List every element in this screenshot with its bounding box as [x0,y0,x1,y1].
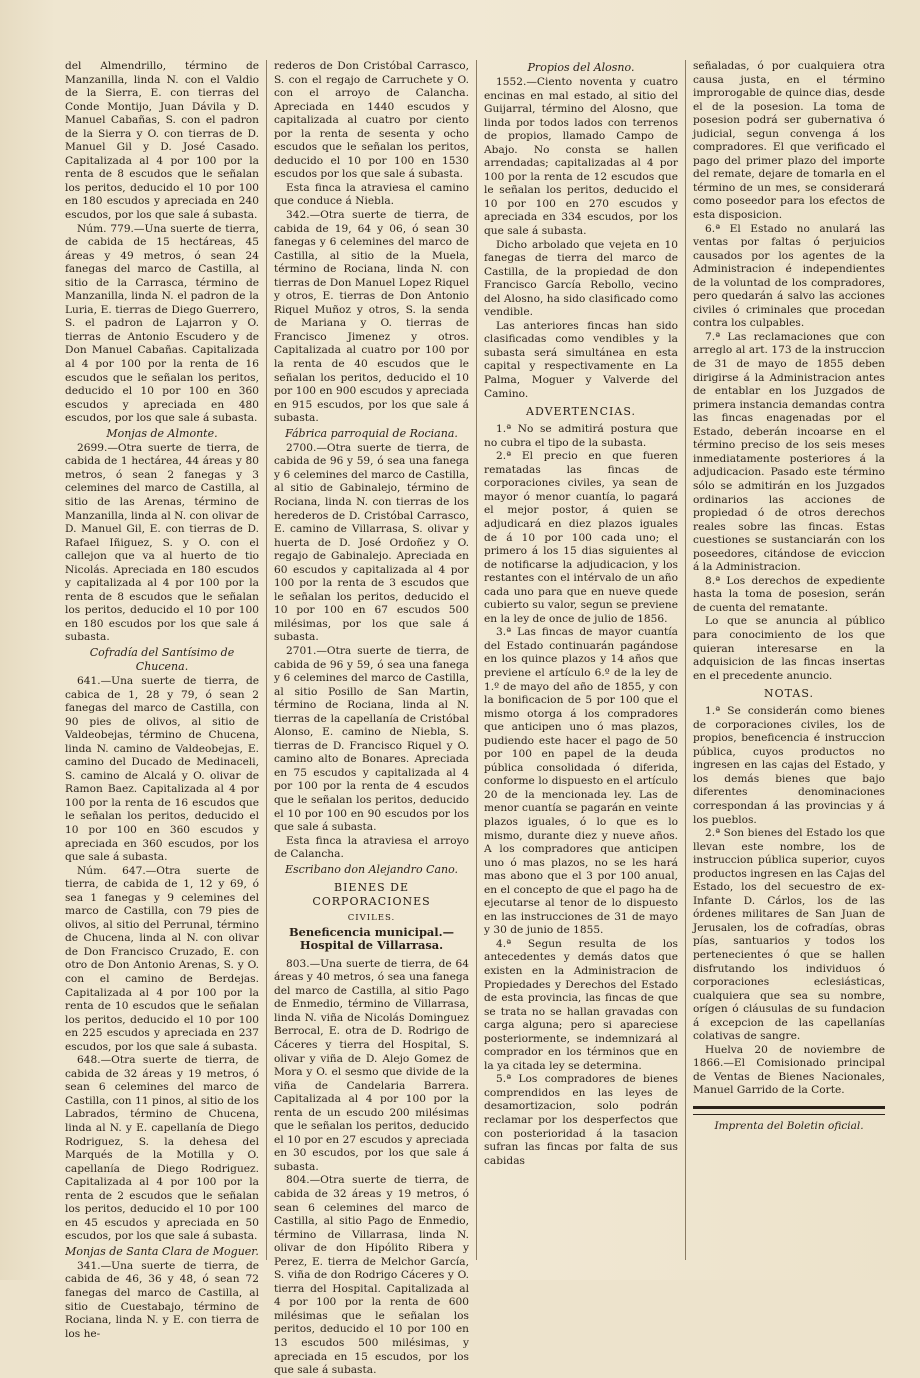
paragraph: del Almendrillo, término de Manzanilla, linda N. con el Valdio de la Sierra, E. con tierras del Conde Montijo, Juan Dávila y D. Manuel Cabañas, S. con el padron de la Sierra y O. con tierras de D. Manuel Gil y D. José Casado. Capitalizada al 4 por 100 por la renta de 8 escudos que le señalan los peritos, deducido el 10 por 100 en 180 escudos y apreciada en 240 escudos, por los que sale á subasta. [65,60,259,222]
section-title: BIENES DE CORPORACIONES [312,880,431,908]
paragraph: 4.ª Segun resulta de los antecedentes y demás datos que existen en la Administracion de Propiedades y Derechos del Estado de esta provincia, las fincas de que se trata no se hallan gravadas con carga alguna; pero si apareciese posteriormente, se indemnizará al comprador en los términos que en la ya citada ley se determina. [484,937,678,1072]
paragraph: 1.ª Se considerán como bienes de corporaciones civiles, los de propios, beneficencia é instruccion pública, cuyos productos no ingresen en las cajas del Estado, y los demás bienes que bajo diferentes denominaciones correspondan á las provincias y á los pueblos. [693,705,885,826]
paragraph: 341.—Una suerte de tierra, de cabida de 46, 36 y 48, ó sean 72 fanegas del marco de Castilla, al sitio de Cuestabajo, término de Rociana, linda N. y E. con tierra de los he- [65,1259,259,1340]
column-3 [476,60,685,1260]
section-heading: Fábrica parroquial de Rociana. [285,426,458,440]
column-2 [266,60,476,1377]
section-subtitle: CIVILES. [347,912,396,923]
advertencias-heading: ADVERTENCIAS. [526,405,636,419]
double-rule [693,1106,885,1115]
imprint: Imprenta del Boletin oficial. [714,1120,864,1133]
paragraph: 1.ª No se admitirá postura que no cubra el tipo de la subasta. [484,423,678,449]
paragraph: 2701.—Otra suerte de tierra, de cabida de 96 y 59, ó sea una fanega y 6 celemines del marco de Castilla, al sitio Posillo de San Martin, término de Rociana, linda al N. tierras de la capellanía de Cristóbal Alonso, E. camino de Niebla, S. tierras de D. Francisco Riquel y O. camino alto de Bonares. Apreciada en 75 escudos y capitalizada al 4 por 100 por la renta de 4 escudos que le señalan los peritos, deducido el 10 por 100 en 90 escudos por los que sale á subasta. [274,644,469,834]
paragraph: Dicho arbolado que vejeta en 10 fanegas de tierra del marco de Castilla, de la propiedad de don Francisco García Rebollo, vecino del Alosno, ha sido clasificado como vendible. [484,238,678,319]
paragraph: 804.—Otra suerte de tierra, de cabida de 32 áreas y 19 metros, ó sean 6 celemines del marco de Castilla, al sitio Pago de Enmedio, término de Villarrasa, linda N. olivar de don Hipólito Ribera y Perez, E. tierra de Melchor García, S. viña de don Rodrigo Cáceres y O. tierra del Hospital. Capitalizada al 4 por 100 por la renta de 600 milésimas que le señalan los peritos, deducido el 10 por 100 en 13 escudos 500 milésimas, y apreciada en 15 escudos, por los que sale á subasta. [274,1174,469,1377]
paragraph: 2700.—Otra suerte de tierra, de cabida de 96 y 59, ó sea una fanega y 6 celemines del marco de Castilla, al sitio de Gabinalejo, término de Rociana, linda N. con tierras de los herederos de D. Cristóbal Carrasco, E. camino de Villarrasa, S. olivar y huerta de D. José Ordoñez y O. regajo de Gabinalejo. Apreciada en 60 escudos y capitalizada al 4 por 100 por la renta de 3 escudos que le señalan los peritos, deducido el 10 por 100 en 67 escudos 500 milésimas, por los que sale á subasta. [274,441,469,644]
signature-paragraph: Huelva 20 de noviembre de 1866.—El Comisionado principal de Ventas de Bienes Nacionales, Manuel Garrido de la Corte. [693,1043,885,1097]
column-4 [685,60,892,1260]
paragraph: rederos de Don Cristóbal Carrasco, S. con el regajo de Carruchete y O. con el arroyo de Calancha. Apreciada en 1440 escudos y capitalizada al cuatro por ciento por la renta de sesenta y ocho escudos que le señalan los peritos, deducido el 10 por 100 en 1530 escudos por los que sale á subasta. [274,60,469,181]
paragraph: 342.—Otra suerte de tierra, de cabida de 19, 64 y 06, ó sean 30 fanegas y 6 celemines del marco de Castilla, al sitio de la Muela, término de Rociana, linda N. con tierras de Don Manuel Lopez Riquel y otros, E. tierras de Don Antonio Riquel Muñoz y otros, S. la senda de Mariana y O. tierras de Francisco Jimenez y otros. Capitalizada al cuatro por 100 por la renta de 40 escudos que le señalan los peritos, deducido el 10 por 100 en 900 escudos y apreciada en 915 escudos, por los que sale á subasta. [274,209,469,425]
paragraph: Núm. 779.—Una suerte de tierra, de cabida de 15 hectáreas, 45 áreas y 49 metros, ó sean 24 fanegas del marco de Castilla, al sitio de la Carrasca, término de Manzanilla, linda N. el padron de la Luria, E. tierras de Diego Guerrero, S. el padron de Lajarron y O. tierras de Antonio Escudero y de Don Manuel Cabañas. Capitalizada al 4 por 100 por la renta de 16 escudos que le señalan los peritos, deducido el 10 por 100 en 360 escudos y apreciada en 480 escudos, por los que sale á subasta. [65,222,259,425]
paragraph: 2699.—Otra suerte de tierra, de cabida de 1 hectárea, 44 áreas y 80 metros, ó sean 2 fanegas y 3 celemines del marco de Castilla, al sitio de las Arenas, término de Manzanilla, linda al N. con olivar de D. Manuel Gil, E. con tierras de D. Rafael Iñiguez, S. y O. con el callejon que va al huerto de tio Nicolás. Apreciada en 180 escudos y capitalizada al 4 por 100 por la renta de 8 escudos que le señalan los peritos, deducido el 10 por 100 en 180 escudos por los que sale á subasta. [65,441,259,644]
paragraph: 1552.—Ciento noventa y cuatro encinas en mal estado, al sitio del Guijarral, término del Alosno, que linda por todos lados con terrenos de propios, llamado Campo de Abajo. No consta se hallen arrendadas; capitalizadas al 4 por 100 por la renta de 12 escudos que le señalan los peritos, deducido el 10 por 100 en 270 escudos y apreciada en 334 escudos, por los que sale á subasta. [484,76,678,238]
columns [58,60,894,1377]
paragraph: 2.ª Son bienes del Estado los que llevan este nombre, los de instruccion pública superior, cuyos productos ingresen en las Cajas del Estado, los del secuestro de ex-Infante D. Cárlos, los de las órdenes militares de San Juan de Jerusalen, los de cofradías, obras pías, santuarios y todos los pertenecientes ó que se hallen disfrutando los individuos ó corporaciones eclesiásticas, cualquiera que sea su nombre, orígen ó cláusulas de su fundacion á excepcion de las capellanías colativas de sangre. [693,827,885,1043]
paragraph: Lo que se anuncia al público para conocimiento de los que quieran interesarse en la adquisicion de las fincas insertas en el precedente anuncio. [693,615,885,682]
notas-heading: NOTAS. [764,687,814,701]
paragraph: Esta finca la atraviesa el arroyo de Calancha. [274,834,469,861]
paragraph: 8.ª Los derechos de expediente hasta la toma de posesion, serán de cuenta del rematante. [693,574,885,614]
paragraph: 5.ª Los compradores de bienes comprendidos en las leyes de desamortizacion, solo podrán reclamar por los desperfectos que con posterioridad á la tasacion sufran las fincas por falta de sus cabidas [484,1073,678,1167]
section-heading: Cofradía del Santísimo de Chucena. [89,645,235,673]
paragraph: señaladas, ó por cualquiera otra causa justa, en el término improrogable de quince dias, desde el de la posesion. La toma de posesion podrá ser gubernativa ó judicial, segun convenga á los compradores. El que verificado el pago del primer plazo del importe del remate, dejare de tomarla en el término de un mes, se considerará como poseedor para los efectos de esta disposicion. [693,60,886,222]
paragraph: Esta finca la atraviesa el camino que conduce á Niebla. [274,181,469,208]
section-heading: Propios del Alosno. [527,61,635,74]
paragraph: 2.ª El precio en que fueren rematadas las fincas de corporaciones civiles, ya sean de mayor ó menor cuantía, lo pagará el mejor postor, á quien se adjudicará en diez plazos iguales de á 10 por 100 cada uno; el primero á los 15 dias siguientes al de notificarse la adjudicacion, y los restantes con el intérvalo de un año cada uno para que en nueve quede cubierto su valor, segun se previene en la ley de once de julio de 1856. [484,450,679,625]
paragraph: 6.ª El Estado no anulará las ventas por faltas ó perjuicios causados por los agentes de la Administracion é independientes de la voluntad de los compradores, pero quedarán á salvo las acciones civiles ó criminales que procedan contra los culpables. [693,222,885,330]
section-heading: Monjas de Almonte. [106,426,218,440]
paragraph: 3.ª Las fincas de mayor cuantía del Estado continuarán pagándose en los quince plazos y 14 años que previene el artículo 6.º de la ley de 1.º de mayo del año de 1855, y con la bonificacion de 5 por 100 que el mismo otorga á los compradores que anticipen uno ó mas plazos, pudiendo este hacer el pago de 50 por 100 en papel de la deuda pública consolidada ó diferida, conforme lo dispuesto en el artículo 20 de la mencionada ley. Las de menor cuantía se pagarán en veinte plazos iguales, ó lo que es lo mismo, durante diez y nueve años. A los compradores que anticipen uno ó mas plazos, no se les hará mas abono que el 3 por 100 anual, en el concepto de que el pago ha de ejecutarse al tenor de lo dispuesto en las instrucciones de 31 de mayo y 30 de junio de 1855. [484,626,678,937]
paragraph: 641.—Una suerte de tierra, de cabica de 1, 28 y 79, ó sean 2 fanegas del marco de Castilla, con 90 pies de olivos, al sitio de Valdeobejas, término de Chucena, linda N. camino de Valdeobejas, E. camino del Ducado de Medinaceli, S. camino de Alcalá y O. olivar de Ramon Baez. Capitalizada al 4 por 100 por la renta de 16 escudos que le señalan los peritos, deducido el 10 por 100 en 360 escudos y apreciada en 360 escudos, por los que sale á subasta. [65,674,259,864]
column-1 [58,60,266,1340]
paragraph: 648.—Otra suerte de tierra, de cabida de 32 áreas y 19 metros, ó sean 6 celemines del marco de Castilla, con 11 pinos, al sitio de los Labrados, término de Chucena, linda al N. y E. capellanía de Diego Rodriguez, S. la dehesa del Marqués de la Motilla y O. capellanía de Diego Rodriguez. Capitalizada al 4 por 100 por la renta de 2 escudos que le señalan los peritos, deducido el 10 por 100 en 45 escudos y apreciada en 50 escudos, por los que sale á subasta. [65,1054,259,1243]
paragraph: 7.ª Las reclamaciones que con arreglo al art. 173 de la instruccion de 31 de mayo de 1855 deben dirigirse á la Administracion antes de entablar en los Juzgados de primera instancia demandas contra las fincas enagenadas por el Estado, deberán incoarse en el término preciso de los seis meses inmediatamente posteriores á la adjudicacion. Pasado este término sólo se admitirán en los Juzgados ordinarios las acciones de propiedad ó de otros derechos reales sobre las fincas. Estas cuestiones se sustanciarán con los poseedores, citándose de eviccion á la Administracion. [693,330,885,574]
paragraph: 803.—Una suerte de tierra, de 64 áreas y 40 metros, ó sea una fanega del marco de Castilla, al sitio Pago de Enmedio, término de Villarrasa, linda N. viña de Nicolás Dominguez Berrocal, E. otra de D. Rodrigo de Cáceres y tierra del Hospital, S. olivar y viña de D. Alejo Gomez de Mora y O. el sesmo que divide de la viña de Candelaria Barrera. Capitalizada al 4 por 100 por la renta de un escudo 200 milésimas que le señalan los peritos, deducido el 10 por en 27 escudos y apreciada en 30 escudos, por los que sale á subasta. [274,957,469,1173]
notary-heading: Escribano don Alejandro Cano. [284,862,459,876]
section-heading: Monjas de Santa Clara de Moguer. [65,1244,259,1258]
bold-heading: Beneficencia municipal.—Hospital de Villarrasa. [289,924,454,953]
paragraph: Núm. 647.—Otra suerte de tierra, de cabida de 1, 12 y 69, ó sea 1 fanegas y 9 celemines del marco de Castilla, con 79 pies de olivos, al sitio del Perrunal, término de Chucena, linda al N. con olivar de Don Francisco Cruzado, E. con otro de Don Antonio Arenas, S. y O. con el camino de Berdejas. Capitalizada al 4 por 100 por la renta de 10 escudos que le señalan los peritos, deducido el 10 por 100 en 225 escudos y apreciada en 237 escudos, por los que sale á subasta. [65,864,259,1053]
paragraph: Las anteriores fincas han sido clasificadas como vendibles y la subasta será simultánea en esta capital y respectivamente en La Palma, Moguer y Valverde del Camino. [484,319,678,400]
